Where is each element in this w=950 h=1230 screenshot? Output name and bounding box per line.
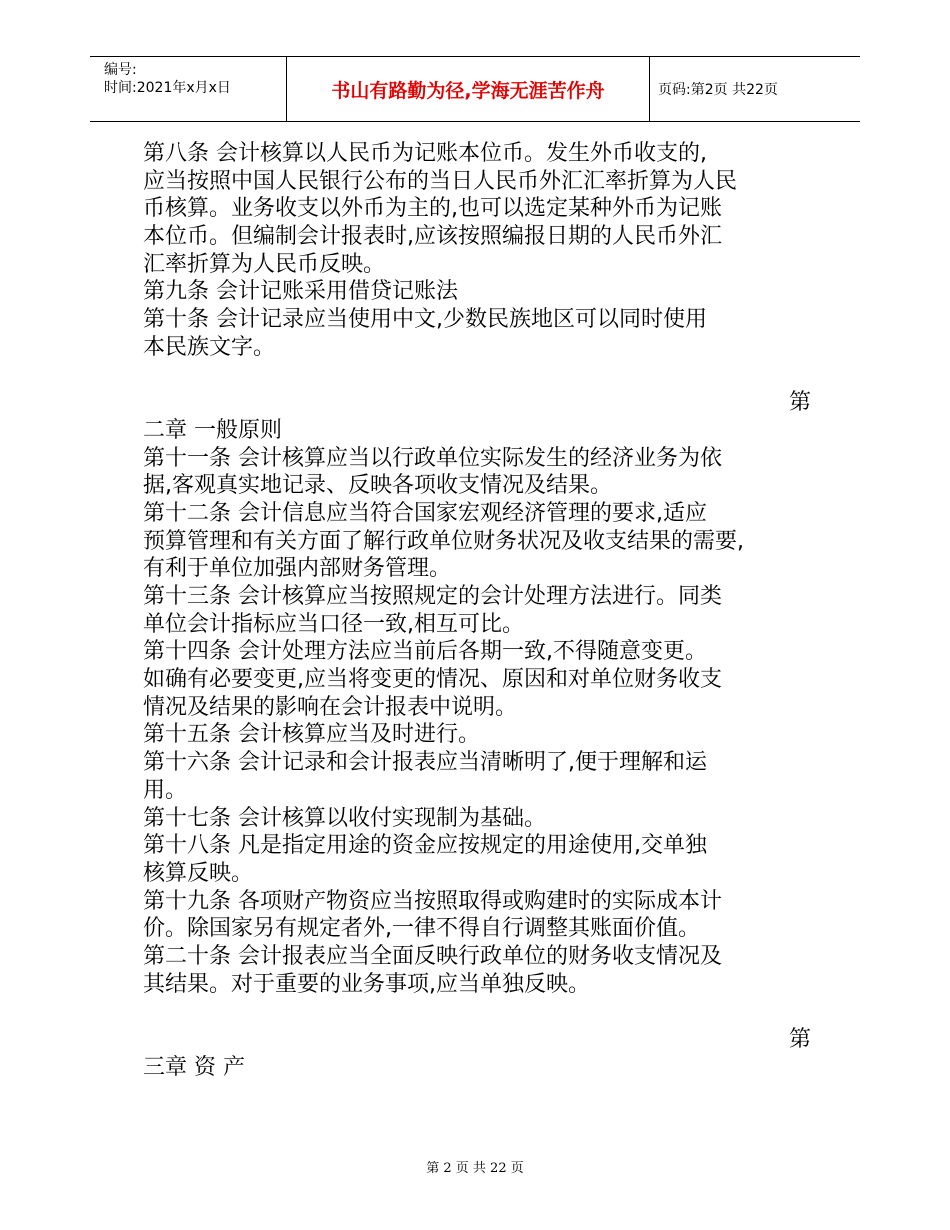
body-line: 预算管理和有关方面了解行政单位财务状况及收支结果的需要,: [143, 528, 744, 554]
page-header: [90, 56, 860, 122]
body-line: 第十四条 会计处理方法应当前后各期一致,不得随意变更。: [143, 639, 707, 665]
body-line: 第八条 会计核算以人民币为记账本位币。发生外币收支的,: [143, 141, 707, 166]
blank-line: [143, 362, 833, 390]
body-line: 第十七条 会计核算以收付实现制为基础。: [143, 805, 546, 831]
body-line: 第十三条 会计核算应当按照规定的会计处理方法进行。同类: [143, 584, 722, 609]
body-line: 第十一条 会计核算应当以行政单位实际发生的经济业务为依: [143, 445, 722, 471]
body-line: 据,客观真实地记录、反映各项收支情况及结果。: [143, 473, 612, 499]
body-line: 第十九条 各项财产物资应当按照取得或购建时的实际成本计: [143, 888, 722, 914]
body-line: 第二十条 会计报表应当全面反映行政单位的财务收支情况及: [143, 943, 722, 969]
header-page-info: 页码:第2页 共22页: [658, 82, 778, 98]
body-line: 第九条 会计记账采用借贷记账法: [143, 279, 458, 305]
body-line: 核算反映。: [143, 860, 254, 886]
body-line: 本位币。但编制会计报表时,应该按照编报日期的人民币外汇: [143, 224, 722, 250]
body-line: 单位会计指标应当口径一致,相互可比。: [143, 611, 524, 637]
body-line: 第十条 会计记录应当使用中文,少数民族地区可以同时使用: [143, 307, 707, 333]
chapter-heading: 二章 一般原则: [143, 417, 282, 443]
body-line: 第十二条 会计信息应当符合国家宏观经济管理的要求,适应: [143, 500, 707, 526]
body-line: 第十八条 凡是指定用途的资金应按规定的用途使用,交单独: [143, 833, 707, 859]
body-line: 币核算。业务收支以外币为主的,也可以选定某种外币为记账: [143, 196, 722, 222]
header-motto: 书山有路勤为径,学海无涯苦作舟: [286, 57, 650, 121]
header-meta: [90, 57, 286, 121]
body-line: 汇率折算为人民币反映。: [143, 251, 386, 277]
body-line: 用。: [143, 777, 188, 803]
body-line: 有利于单位加强内部财务管理。: [143, 556, 452, 582]
body-line: 第十五条 会计核算应当及时进行。: [143, 722, 480, 748]
chapter-prefix: 第: [788, 1027, 811, 1052]
body-line: 情况及结果的影响在会计报表中说明。: [143, 694, 518, 720]
chapter-heading: 三章 资 产: [143, 1054, 245, 1080]
body-line: 本民族文字。: [143, 334, 276, 360]
chapter-prefix: 第: [788, 390, 811, 416]
body-line: 第十六条 会计记录和会计报表应当清晰明了,便于理解和运: [143, 750, 707, 776]
document-body: [143, 140, 833, 1081]
body-line: 如确有必要变更,应当将变更的情况、原因和对单位财务收支: [143, 667, 722, 693]
header-time-label: 时间:2021年x月x日: [104, 80, 231, 96]
page-footer: 第 2 页 共 22 页: [426, 1161, 524, 1176]
body-line: 应当按照中国人民银行公布的当日人民币外汇汇率折算为人民: [143, 168, 738, 194]
body-line: 价。除国家另有规定者外,一律不得自行调整其账面价值。: [143, 916, 700, 942]
header-number-label: 编号:: [104, 62, 137, 78]
body-line: 其结果。对于重要的业务事项,应当单独反映。: [143, 971, 590, 997]
blank-line: [143, 998, 833, 1026]
